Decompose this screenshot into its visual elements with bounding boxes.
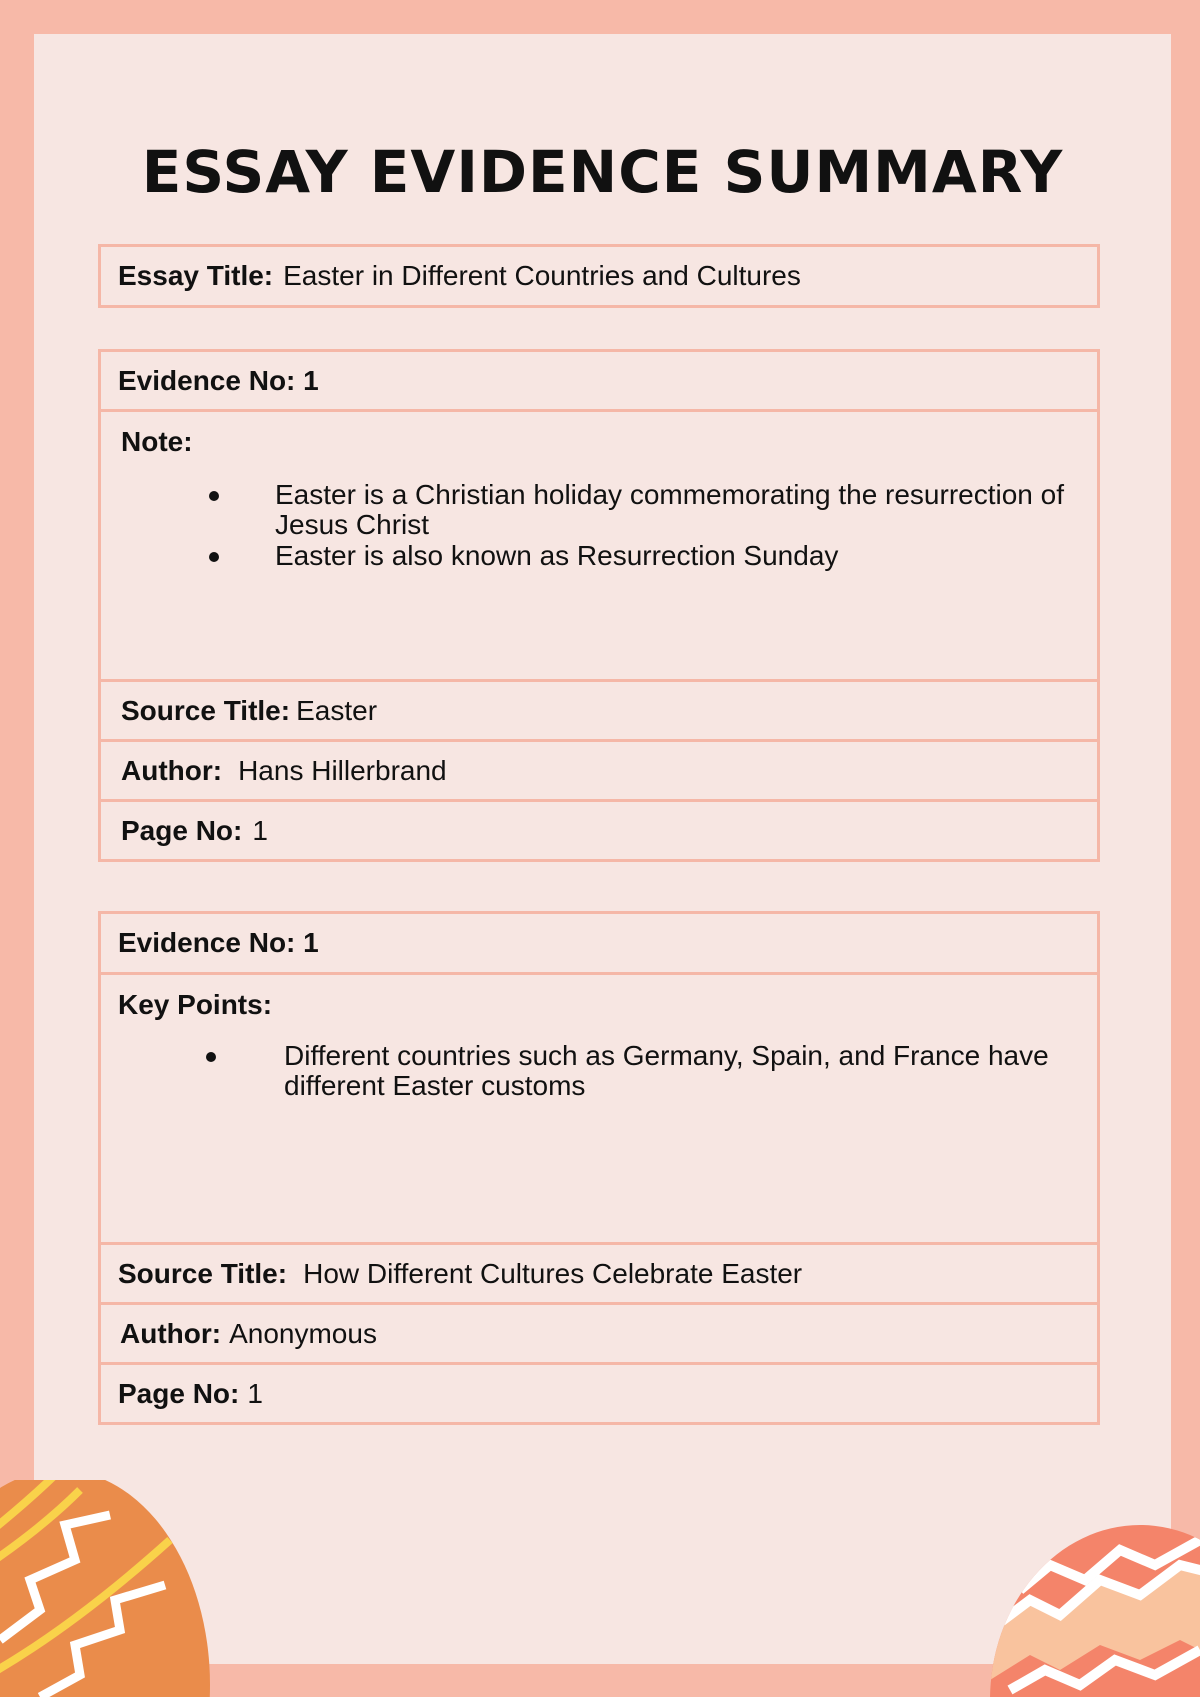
list-item: Easter is a Christian holiday commemorating the resurrection of Jesus Christ [121,480,1077,540]
evidence-key-points [101,975,1097,1245]
evidence-card-1 [98,349,1100,862]
essay-title-label: Essay Title: [118,260,274,291]
evidence-header [101,914,1097,975]
author-value: Hans Hillerbrand [238,754,447,786]
page-no-label: Page No: [118,1377,240,1409]
key-points-label: Key Points: [118,989,273,1020]
source-title-label: Source Title: [118,1257,288,1289]
document-page [34,34,1171,1664]
page-no-row [101,1365,1097,1422]
essay-title-value: Easter in Different Countries and Cultures [283,260,801,291]
essay-title-box [98,244,1100,308]
evidence-header [101,352,1097,412]
author-value: Anonymous [229,1317,377,1349]
author-label: Author: [121,754,223,786]
source-title-row [101,1245,1097,1305]
key-points-list [118,1041,1077,1101]
source-title-label: Source Title: [121,694,291,726]
list-item: Easter is also known as Resurrection Sunday [121,541,1077,571]
document-title: ESSAY EVIDENCE SUMMARY [141,138,1064,206]
source-title-row [101,682,1097,742]
evidence-card-2 [98,911,1100,1425]
evidence-number: Evidence No: 1 [118,927,319,958]
page-no-label: Page No: [121,814,243,846]
notes-label: Note: [121,426,193,457]
evidence-notes [101,412,1097,682]
page-no-row [101,802,1097,859]
list-item: Different countries such as Germany, Spain, and France have different Easter customs [118,1041,1077,1101]
source-title-value: How Different Cultures Celebrate Easter [303,1257,803,1289]
page-no-value: 1 [252,814,268,846]
essay-title-row [101,247,1097,305]
easter-egg-left-icon [0,1480,230,1697]
author-row [101,1305,1097,1365]
notes-list [121,480,1077,571]
easter-egg-right-icon [990,1520,1200,1697]
author-label: Author: [120,1317,222,1349]
page-no-value: 1 [247,1377,263,1409]
source-title-value: Easter [296,694,378,726]
evidence-number: Evidence No: 1 [118,364,319,396]
author-row [101,742,1097,802]
